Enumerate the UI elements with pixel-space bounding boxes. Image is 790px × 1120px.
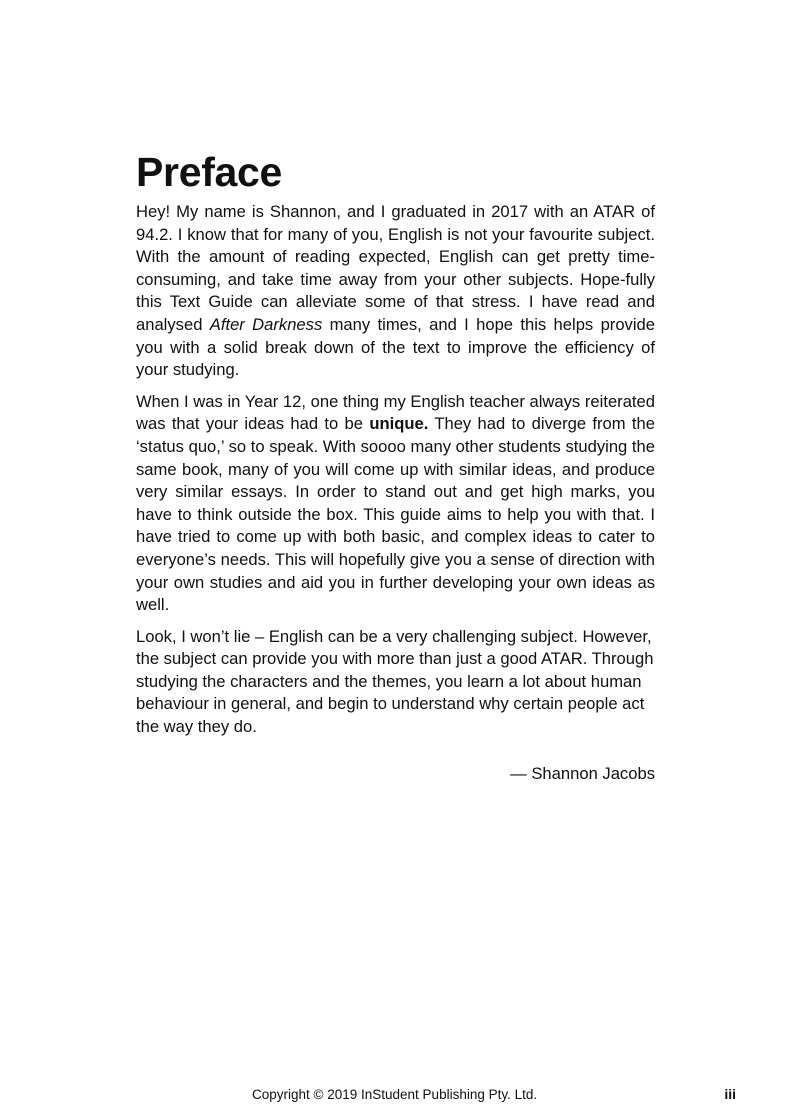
paragraph-unique-ideas <box>136 391 655 617</box>
paragraph-intro <box>136 201 655 382</box>
emphasis-unique: unique. <box>369 414 429 434</box>
page-title: Preface <box>136 149 283 195</box>
paragraph-intro-text-1: Hey! My name is Shannon, and I graduated in 2017 with an ATAR of 94.2. I know that for many of you, English is not your favourite subject. With the amount of reading expected, English can get pretty time-consuming, and take time away from your other subjects. Hope-fully this Text Guide can alleviate some of that stress. I have read and analysed <box>136 202 655 334</box>
paragraph-intro-text-2: many times, and I hope this helps provide you with a solid break down of the text to improve the efficiency of your studying. <box>136 314 655 380</box>
book-title: After Darkness <box>209 314 323 334</box>
author-signoff: — Shannon Jacobs <box>510 764 655 783</box>
copyright-footer: Copyright © 2019 InStudent Publishing Pty. Ltd. <box>252 1087 538 1102</box>
paragraph-unique-text-2: They had to diverge from the ‘status quo,’ so to speak. With soooo many other students studying the same book, many of you will come up with similar ideas, and produce very similar essays. In order to stand out and get high marks, you have to think outside the box. This guide aims to help you with that. I have tried to come up with both basic, and complex ideas to cater to everyone’s needs. This will hopefully give you a sense of direction with your own studies and aid you in further developing your own ideas as well. <box>136 414 655 615</box>
paragraph-unique-text-1: When I was in Year 12, one thing my English teacher always reiterated was that your ideas had to be <box>136 391 655 434</box>
paragraph-closing: Look, I won’t lie – English can be a very challenging subject. However, the subject can provide you with more than just a good ATAR. Through studying the characters and the themes, you learn a lot about human behaviour in general, and begin to understand why certain people act the way they do. <box>136 626 654 737</box>
page-number: iii <box>724 1086 736 1102</box>
preface-body <box>136 201 655 748</box>
